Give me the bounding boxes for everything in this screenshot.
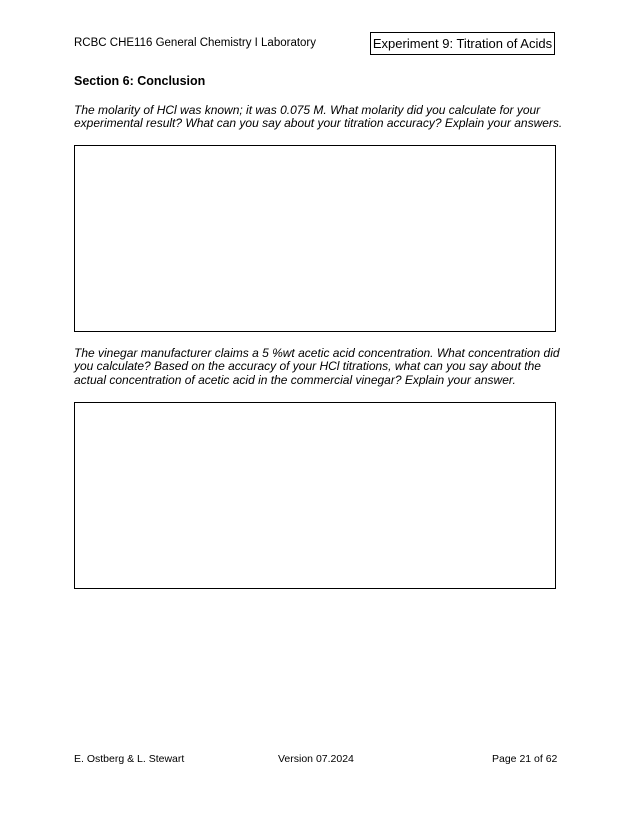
course-title: RCBC CHE116 General Chemistry I Laboratory [74,37,317,49]
question-1-prompt: The molarity of HCl was known; it was 0.075 M. What molarity did you calculate for your experimental result? What can you say about your titration accuracy? Explain your answers. [74,103,563,131]
footer-version: Version 07.2024 [278,753,354,765]
question-1-answer-box[interactable] [74,145,556,332]
footer-authors: E. Ostberg & L. Stewart [74,753,185,765]
question-2-prompt: The vinegar manufacturer claims a 5 %wt acetic acid concentration. What concentration did you calculate? Based on the accuracy of your HCl titrations, what can you say about the actual concentration of acetic acid in the commercial vinegar? Explain your answer. [74,346,560,387]
section-heading: Section 6: Conclusion [74,74,206,88]
experiment-title-box: Experiment 9: Titration of Acids [370,32,555,55]
footer-page-number: Page 21 of 62 [492,753,558,765]
question-2-answer-box[interactable] [74,402,556,589]
